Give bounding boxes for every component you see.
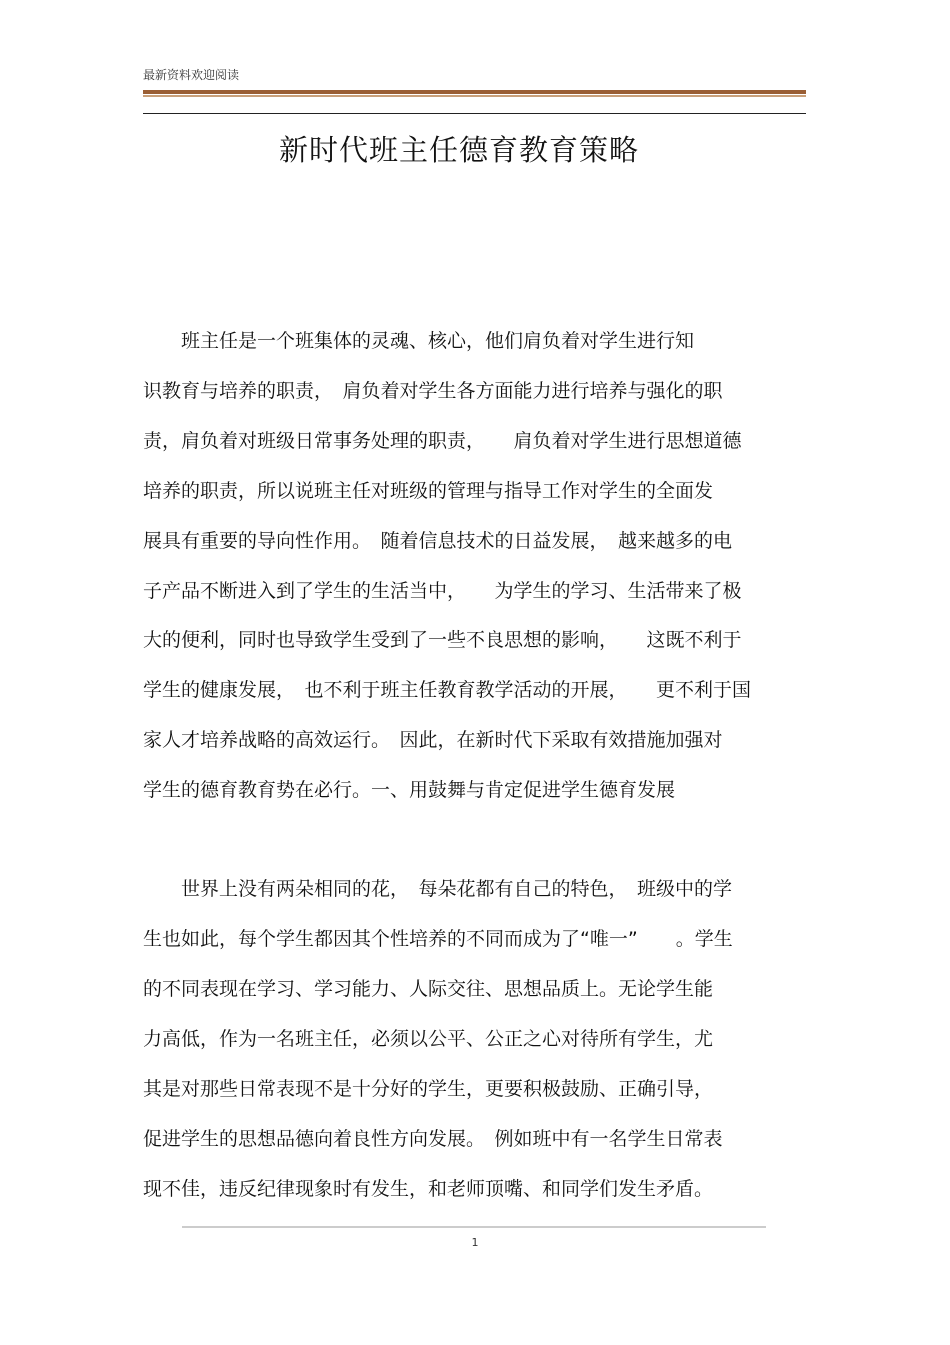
paragraph-line: 责，肩负着对班级日常事务处理的职责， 肩负着对学生进行思想道德 [143, 430, 742, 452]
paragraph-line: 班主任是一个班集体的灵魂、核心，他们肩负着对学生进行知 [143, 330, 695, 352]
paragraph-line: 的不同表现在学习、学习能力、人际交往、思想品质上。无论学生能 [143, 978, 714, 1000]
header-rule-thin [143, 113, 806, 114]
header-label: 最新资料欢迎阅读 [143, 68, 240, 82]
paragraph-line: 培养的职责，所以说班主任对班级的管理与指导工作对学生的全面发 [143, 480, 714, 502]
paragraph-line: 识教育与培养的职责， 肩负着对学生各方面能力进行培养与强化的职 [143, 380, 723, 402]
paragraph-line: 世界上没有两朵相同的花， 每朵花都有自己的特色， 班级中的学 [143, 878, 733, 900]
paragraph-line: 其是对那些日常表现不是十分好的学生，更要积极鼓励、正确引导， [143, 1078, 714, 1100]
paragraph-line: 子产品不断进入到了学生的生活当中， 为学生的学习、生活带来了极 [143, 580, 742, 602]
document-title: 新时代班主任德育教育策略 [278, 133, 639, 167]
paragraph-line: 促进学生的思想品德向着良性方向发展。 例如班中有一名学生日常表 [143, 1128, 723, 1150]
header-rule-light [143, 95, 806, 97]
paragraph-line: 大的便利，同时也导致学生受到了一些不良思想的影响， 这既不利于 [143, 629, 742, 651]
paragraph-line: 学生的健康发展， 也不利于班主任教育教学活动的开展， 更不利于国 [143, 679, 752, 701]
header-rule-thick [143, 90, 806, 94]
paragraph-line: 生也如此，每个学生都因其个性培养的不同而成为了“唯一” 。学生 [143, 928, 733, 950]
paragraph-line: 展具有重要的导向性作用。 随着信息技术的日益发展， 越来越多的电 [143, 530, 733, 552]
paragraph-line: 学生的德育教育势在必行。一、用鼓舞与肯定促进学生德育发展 [143, 779, 676, 801]
page-number: 1 [471, 1236, 479, 1249]
paragraph-line: 现不佳，违反纪律现象时有发生，和老师顶嘴、和同学们发生矛盾。 [143, 1178, 714, 1200]
paragraph-line: 力高低，作为一名班主任，必须以公平、公正之心对待所有学生，尤 [143, 1028, 714, 1050]
paragraph-line: 家人才培养战略的高效运行。 因此，在新时代下采取有效措施加强对 [143, 729, 723, 751]
footer-rule [182, 1226, 766, 1228]
